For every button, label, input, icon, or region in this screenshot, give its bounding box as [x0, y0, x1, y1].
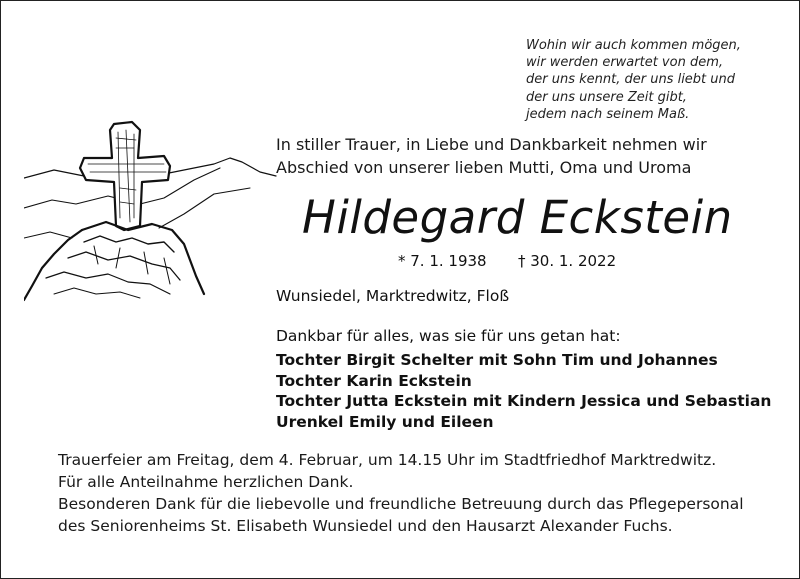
family-member: Urenkel Emily und Eileen [276, 412, 494, 431]
death-date: † 30. 1. 2022 [518, 252, 617, 270]
family-list [276, 350, 771, 432]
special-thanks-line: des Seniorenheims St. Elisabeth Wunsiedel und den Hausarzt Alexander Fuchs. [58, 517, 673, 535]
thanks-intro: Dankbar für alles, was sie für uns getan hat: [276, 327, 621, 345]
family-member: Tochter Karin Eckstein [276, 371, 472, 390]
intro-text [276, 133, 776, 179]
quote-line: Wohin wir auch kommen mögen, [526, 38, 741, 53]
family-member: Tochter Jutta Eckstein mit Kindern Jessica und Sebastian [276, 392, 772, 411]
special-thanks-line: Besonderen Dank für die liebevolle und freundliche Betreuung durch das Pflegepersonal [58, 495, 744, 513]
memorial-quote [526, 37, 786, 123]
quote-line: der uns kennt, der uns liebt und [526, 72, 736, 88]
deceased-name: Hildegard Eckstein [302, 191, 733, 244]
birth-date: * 7. 1. 1938 [398, 252, 487, 270]
quote-line: wir werden erwartet von dem, [526, 55, 723, 71]
intro-line: In stiller Trauer, in Liebe und Dankbarkeit nehmen wir [276, 135, 707, 154]
footer-text [58, 449, 744, 537]
quote-line: jedem nach seinem Maß. [526, 106, 690, 122]
places: Wunsiedel, Marktredwitz, Floß [276, 287, 510, 305]
thanks-line: Für alle Anteilnahme herzlichen Dank. [58, 473, 354, 491]
funeral-service-info: Trauerfeier am Freitag, dem 4. Februar, um 14.15 Uhr im Stadtfriedhof Marktredwitz. [58, 451, 717, 469]
family-member: Tochter Birgit Schelter mit Sohn Tim und Johannes [276, 351, 718, 369]
quote-line: der uns unsere Zeit gibt, [526, 89, 687, 105]
intro-line: Abschied von unserer lieben Mutti, Oma und Uroma [276, 158, 692, 177]
summit-cross-illustration [24, 118, 284, 303]
